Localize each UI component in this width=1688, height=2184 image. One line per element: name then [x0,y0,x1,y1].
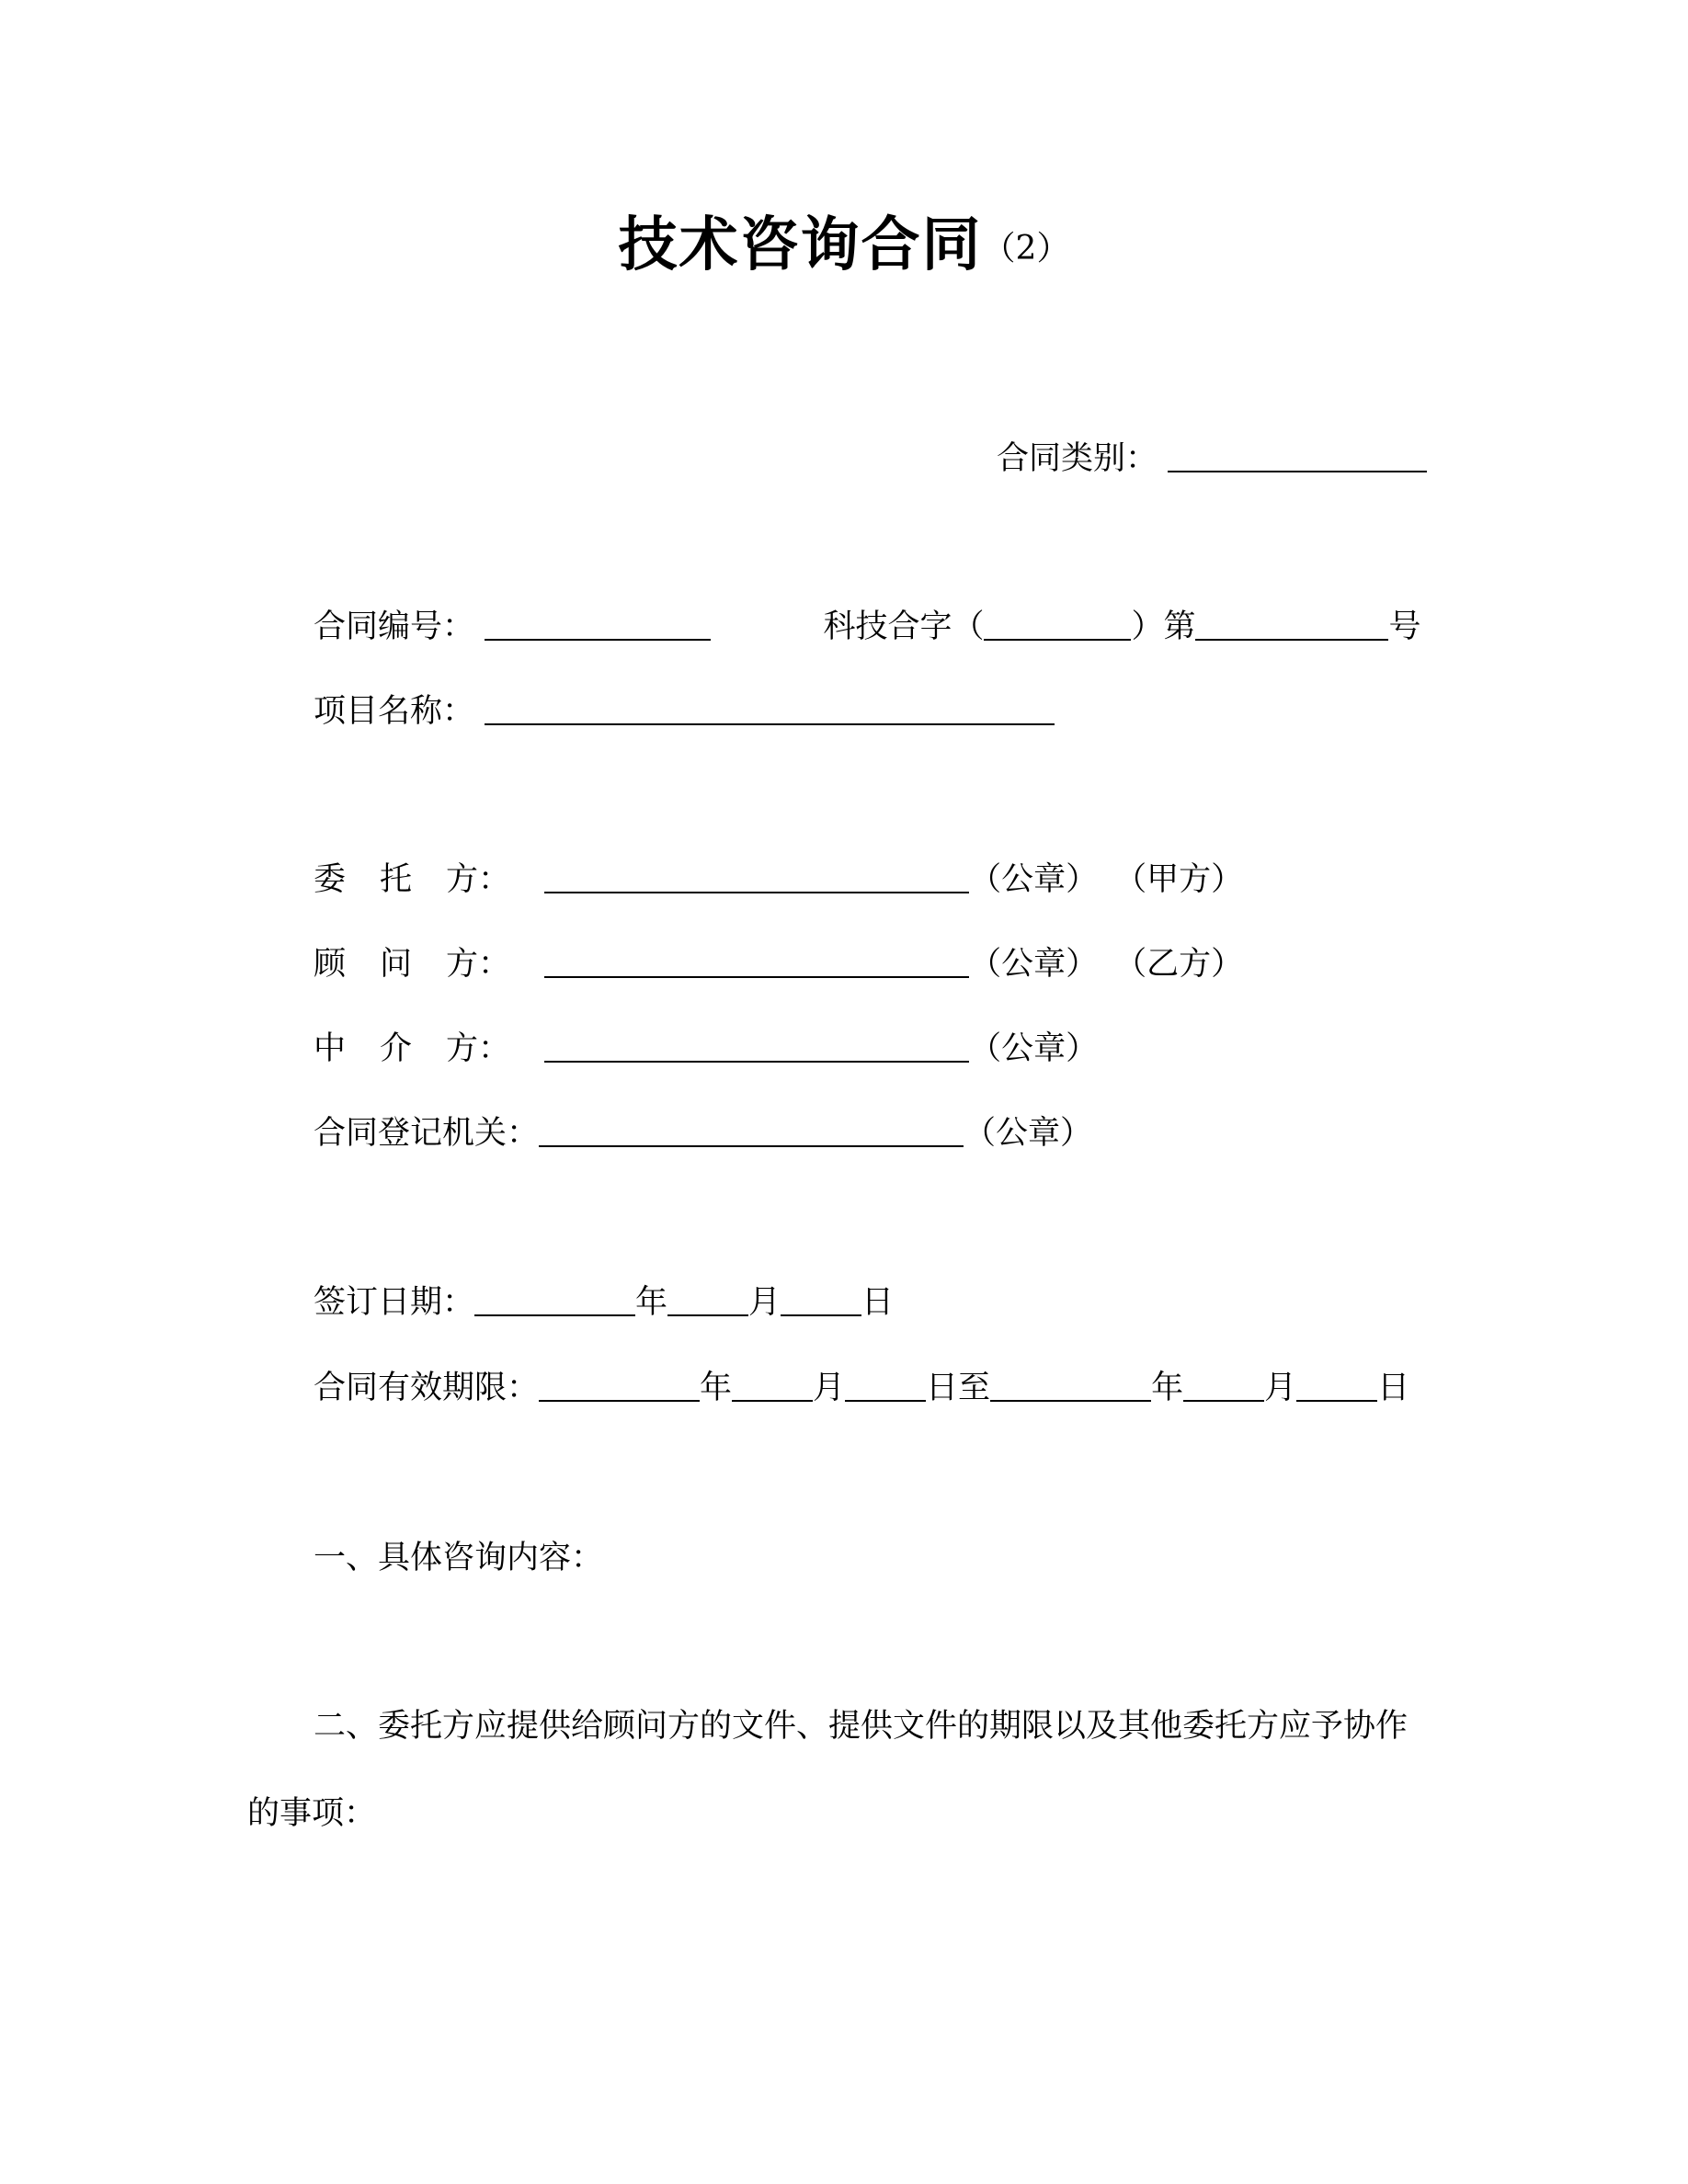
client-name-field[interactable] [544,864,969,893]
intermediary-name-field[interactable] [544,1033,969,1063]
sign-date-row [314,1282,894,1323]
registry-label: 合同登记机关： [314,1115,540,1152]
seal-label: （公章） [969,946,1099,983]
validity-start-year-field[interactable] [539,1372,700,1402]
year-unit: 年 [1151,1370,1184,1406]
project-name-row [314,691,1055,732]
tech-contract-code-field[interactable] [984,611,1131,641]
registry-field[interactable] [539,1118,964,1147]
sign-month-field[interactable] [667,1287,748,1316]
year-unit: 年 [635,1284,668,1321]
seal-label: （公章） [969,1030,1099,1067]
contract-number-label: 合同编号： [314,609,475,645]
validity-label: 合同有效期限： [314,1370,540,1406]
sign-day-field[interactable] [781,1287,861,1316]
contract-category-row [997,438,1427,479]
party-role: （甲方） [1114,861,1244,898]
sign-date-label: 签订日期： [314,1284,475,1321]
tech-contract-suffix: 号 [1388,609,1421,645]
month-unit: 月 [1264,1370,1297,1406]
party-label: 委 托 方： [314,861,511,898]
day-unit: 日 [1377,1370,1410,1406]
party-role: （乙方） [1114,946,1244,983]
tech-contract-prefix: 科技合字（ [823,609,985,645]
validity-row [314,1368,1409,1408]
party-row-consultant [314,944,1243,984]
section-2-heading: 二、委托方应提供给顾问方的文件、提供文件的期限以及其他委托方应予协作 [314,1708,1409,1745]
validity-end-year-field[interactable] [990,1372,1151,1402]
validity-start-month-field[interactable] [732,1372,813,1402]
contract-number-field[interactable] [485,611,711,641]
day-unit: 日 [861,1284,895,1321]
contract-number-row [314,607,1420,647]
party-label: 中 介 方： [314,1030,511,1067]
section-1-heading: 一、具体咨询内容： [314,1540,604,1576]
registry-row [314,1113,1092,1154]
tech-contract-serial-field[interactable] [1195,611,1388,641]
project-name-field[interactable] [485,696,1055,725]
validity-start-day-field[interactable] [845,1372,926,1402]
seal-label: （公章） [964,1115,1093,1152]
month-unit: 月 [748,1284,781,1321]
project-name-label: 项目名称： [314,693,475,730]
title-suffix: （2） [982,230,1070,267]
title-main: 技术咨询合同 [618,211,983,279]
contract-category-field[interactable] [1168,443,1427,472]
month-unit: 月 [813,1370,846,1406]
year-unit: 年 [700,1370,733,1406]
day-to-unit: 日至 [926,1370,991,1406]
tech-contract-mid: ）第 [1131,609,1196,645]
party-row-client [314,859,1243,900]
seal-label: （公章） [969,861,1099,898]
party-label: 顾 问 方： [314,946,511,983]
contract-category-label: 合同类别： [997,440,1158,477]
validity-end-day-field[interactable] [1296,1372,1377,1402]
party-row-intermediary [314,1029,1098,1069]
sign-year-field[interactable] [474,1287,635,1316]
validity-end-month-field[interactable] [1183,1372,1264,1402]
section-2-continuation: 的事项： [247,1795,377,1832]
consultant-name-field[interactable] [544,949,969,978]
document-title [0,198,1688,282]
